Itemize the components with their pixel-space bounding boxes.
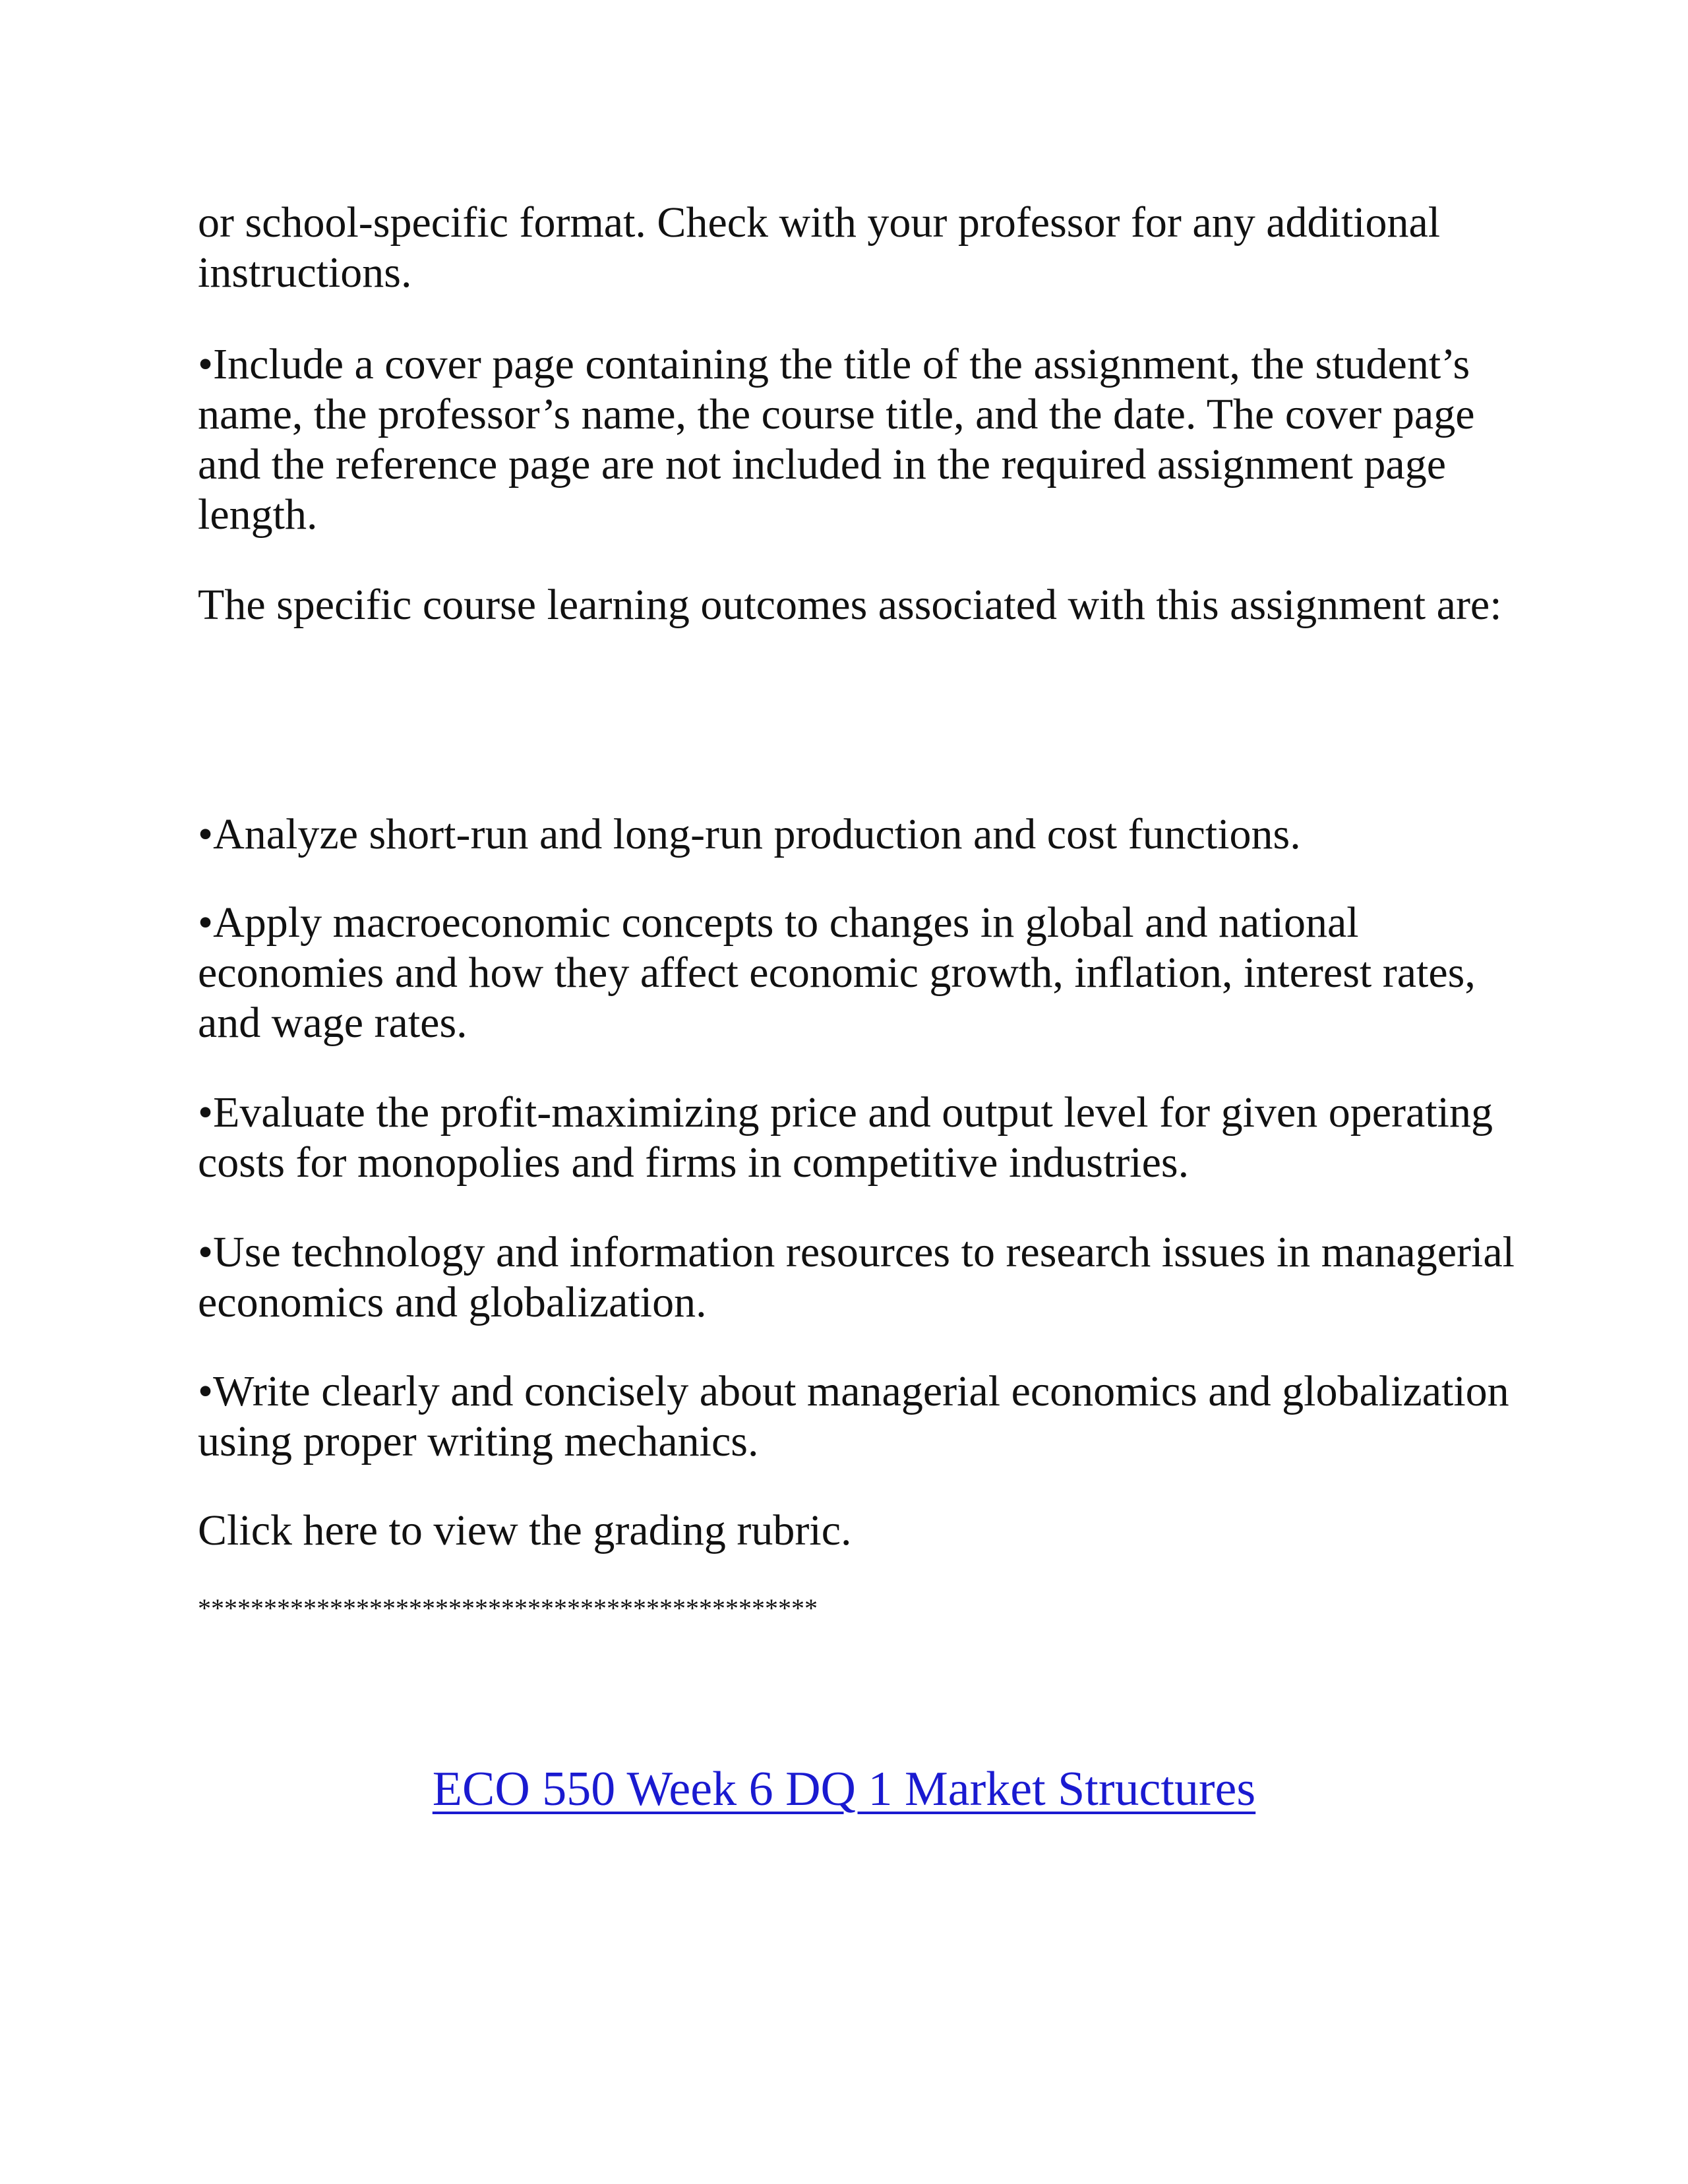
paragraph-learning-outcomes-intro: The specific course learning outcomes associated with this assignment are: [198,581,1502,629]
rubric-link-text[interactable]: Click here to view the grading rubric. [198,1506,852,1554]
next-assignment-link[interactable]: ECO 550 Week 6 DQ 1 Market Structures [432,1762,1256,1816]
outcome-item: •Apply macroeconomic concepts to changes in global and national economies and how they affect economic growth, inflation, interest rates, and wage rates. [198,899,1476,1047]
outcome-item: •Write clearly and concisely about managerial economics and globalization using proper writing mechanics. [198,1367,1509,1465]
paragraph-format-instructions: or school-specific format. Check with your professor for any additional instructions. [198,198,1441,297]
paragraph-cover-page: •Include a cover page containing the title of the assignment, the student’s name, the professor’s name, the course title, and the date. The cover page and the reference page are not included in the required assignment page length. [198,340,1475,539]
outcome-item: •Analyze short-run and long-run production and cost functions. [198,810,1301,858]
outcome-item: •Evaluate the profit-maximizing price and output level for given operating costs for monopolies and firms in competitive industries. [198,1088,1493,1187]
separator-line: *********************************************** [198,1593,818,1623]
outcome-item: •Use technology and information resources to research issues in managerial economics and globalization. [198,1228,1515,1326]
